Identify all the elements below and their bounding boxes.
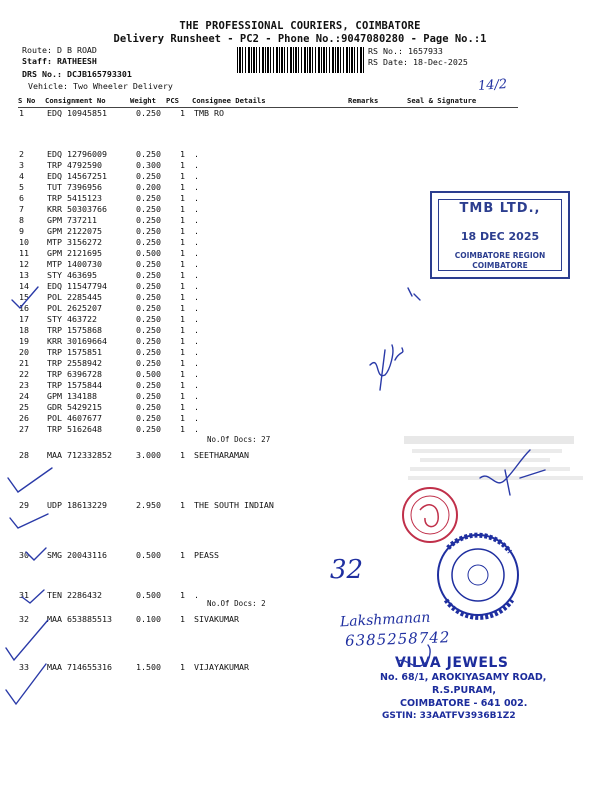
row-pcs: 1 xyxy=(180,270,185,280)
row-weight: 0.300 xyxy=(136,160,161,170)
row-weight: 0.250 xyxy=(136,259,161,269)
row-pcs: 1 xyxy=(180,292,185,302)
row-consignee: . xyxy=(194,413,199,423)
row-consignee: . xyxy=(194,369,199,379)
row-consignment: TRP 6396728 xyxy=(47,369,102,379)
checkmark-icon xyxy=(22,590,44,603)
row-consignment: MTP 3156272 xyxy=(47,237,102,247)
row-consignment: UDP 18613229 xyxy=(47,500,107,510)
col-pcs: PCS xyxy=(166,96,179,105)
col-remarks: Remarks xyxy=(348,96,379,105)
tmb-stamp-date: 18 DEC 2025 xyxy=(460,230,540,243)
vilva-line2: R.S.PURAM, xyxy=(432,685,496,696)
row-consignment: KRR 30169664 xyxy=(47,336,107,346)
row-sno: 23 xyxy=(19,380,29,390)
row-pcs: 1 xyxy=(180,550,185,560)
company-title: THE PROFESSIONAL COURIERS, COIMBATORE xyxy=(179,20,421,32)
row-weight: 0.250 xyxy=(136,314,161,324)
row-pcs: 1 xyxy=(180,325,185,335)
row-sno: 19 xyxy=(19,336,29,346)
row-consignee: . xyxy=(194,259,199,269)
red-seal xyxy=(403,488,457,542)
row-consignee: . xyxy=(194,160,199,170)
route: Route: D B ROAD xyxy=(22,45,97,55)
row-consignee: . xyxy=(194,325,199,335)
row-consignee: . xyxy=(194,314,199,324)
checkmark-icon xyxy=(12,287,38,308)
row-consignee: . xyxy=(194,336,199,346)
checkmark-icon xyxy=(26,548,46,560)
row-sno: 7 xyxy=(19,204,24,214)
row-pcs: 1 xyxy=(180,662,185,672)
row-consignee: . xyxy=(194,402,199,412)
row-sno: 6 xyxy=(19,193,24,203)
row-consignment: SMG 20043116 xyxy=(47,550,107,560)
row-consignee: . xyxy=(194,171,199,181)
row-weight: 0.250 xyxy=(136,215,161,225)
row-pcs: 1 xyxy=(180,358,185,368)
row-consignment: MAA 714655316 xyxy=(47,662,112,672)
row-sno: 32 xyxy=(19,614,29,624)
tmb-stamp-region: COIMBATORE REGION xyxy=(454,251,546,260)
row-consignment: POL 2625207 xyxy=(47,303,102,313)
row-sno: 28 xyxy=(19,450,29,460)
handwritten-count: 14/2 xyxy=(477,76,508,95)
row-consignee: . xyxy=(194,215,199,225)
row-consignee: PEASS xyxy=(194,550,219,560)
row-consignment: STY 463722 xyxy=(47,314,97,324)
row-pcs: 1 xyxy=(180,424,185,434)
row-sno: 26 xyxy=(19,413,29,423)
row-sno: 8 xyxy=(19,215,24,225)
col-weight: Weight xyxy=(130,96,156,105)
row-weight: 2.950 xyxy=(136,500,161,510)
runsheet-title: Delivery Runsheet - PC2 - Phone No.:9047080280 - Page No.:1 xyxy=(113,33,487,45)
row-sno: 4 xyxy=(19,171,24,181)
row-sno: 13 xyxy=(19,270,29,280)
row-sno: 1 xyxy=(19,108,24,118)
docs-count-27: No.Of Docs: 27 xyxy=(207,435,271,444)
row-consignee: . xyxy=(194,424,199,434)
row-weight: 0.250 xyxy=(136,171,161,181)
row-weight: 0.250 xyxy=(136,336,161,346)
row-consignment: TUT 7396956 xyxy=(47,182,102,192)
row-weight: 0.250 xyxy=(136,402,161,412)
row-consignment: EDQ 14567251 xyxy=(47,171,107,181)
row-consignee: . xyxy=(194,590,199,600)
row-pcs: 1 xyxy=(180,248,185,258)
row-consignee: . xyxy=(194,270,199,280)
row-sno: 17 xyxy=(19,314,29,324)
row-consignee: SEETHARAMAN xyxy=(194,450,249,460)
row-sno: 14 xyxy=(19,281,29,291)
col-seal: Seal & Signature xyxy=(407,96,477,105)
row-pcs: 1 xyxy=(180,413,185,423)
row-pcs: 1 xyxy=(180,171,185,181)
row-consignment: TRP 5415123 xyxy=(47,193,102,203)
row-consignment: POL 2285445 xyxy=(47,292,102,302)
row-sno: 3 xyxy=(19,160,24,170)
row-consignment: MAA 653885513 xyxy=(47,614,112,624)
row-pcs: 1 xyxy=(180,215,185,225)
row-weight: 0.250 xyxy=(136,270,161,280)
handwritten-32: 32 xyxy=(330,555,364,585)
row-consignment: TRP 1575868 xyxy=(47,325,102,335)
vilva-line1: No. 68/1, AROKIYASAMY ROAD, xyxy=(380,672,547,683)
row-sno: 11 xyxy=(19,248,29,258)
row-consignment: POL 4607677 xyxy=(47,413,102,423)
row-pcs: 1 xyxy=(180,450,185,460)
row-weight: 0.500 xyxy=(136,369,161,379)
row-weight: 0.250 xyxy=(136,413,161,423)
col-consignee: Consignee Details xyxy=(192,96,266,105)
row-consignee: TMB RO xyxy=(194,108,224,118)
checkmark-icon xyxy=(8,468,52,492)
row-consignee: . xyxy=(194,149,199,159)
docs-count-2: No.Of Docs: 2 xyxy=(207,599,266,608)
tmb-stamp-city: COIMBATORE xyxy=(472,261,528,270)
row-consignment: EDQ 10945851 xyxy=(47,108,107,118)
row-pcs: 1 xyxy=(180,108,185,118)
row-sno: 31 xyxy=(19,590,29,600)
row-pcs: 1 xyxy=(180,347,185,357)
row-pcs: 1 xyxy=(180,369,185,379)
row-consignee: . xyxy=(194,292,199,302)
row-consignee: SIVAKUMAR xyxy=(194,614,239,624)
row-consignee: . xyxy=(194,303,199,313)
row-consignment: GPM 2121695 xyxy=(47,248,102,258)
row-weight: 0.250 xyxy=(136,424,161,434)
signature-2 xyxy=(480,450,545,495)
row-consignee: . xyxy=(194,226,199,236)
peass-seal xyxy=(438,535,518,617)
row-weight: 0.200 xyxy=(136,182,161,192)
row-consignment: STY 463695 xyxy=(47,270,97,280)
signature-3 xyxy=(408,288,420,300)
row-pcs: 1 xyxy=(180,314,185,324)
row-consignee: . xyxy=(194,347,199,357)
rs-date: RS Date: 18-Dec-2025 xyxy=(368,57,468,67)
row-weight: 0.250 xyxy=(136,237,161,247)
row-weight: 0.250 xyxy=(136,292,161,302)
row-consignee: . xyxy=(194,281,199,291)
row-consignment: GPM 2122075 xyxy=(47,226,102,236)
checkmark-icon xyxy=(6,664,46,704)
row-weight: 0.250 xyxy=(136,204,161,214)
row-sno: 9 xyxy=(19,226,24,236)
row-pcs: 1 xyxy=(180,259,185,269)
row-sno: 20 xyxy=(19,347,29,357)
row-pcs: 1 xyxy=(180,336,185,346)
row-sno: 15 xyxy=(19,292,29,302)
row-pcs: 1 xyxy=(180,402,185,412)
row-pcs: 1 xyxy=(180,193,185,203)
row-pcs: 1 xyxy=(180,391,185,401)
row-sno: 12 xyxy=(19,259,29,269)
row-consignee: VIJAYAKUMAR xyxy=(194,662,249,672)
row-weight: 1.500 xyxy=(136,662,161,672)
row-weight: 3.000 xyxy=(136,450,161,460)
row-weight: 0.250 xyxy=(136,226,161,236)
row-weight: 0.250 xyxy=(136,358,161,368)
row-consignee: THE SOUTH INDIAN xyxy=(194,500,274,510)
row-consignment: EDQ 11547794 xyxy=(47,281,107,291)
row-weight: 0.250 xyxy=(136,303,161,313)
row-sno: 27 xyxy=(19,424,29,434)
row-weight: 0.250 xyxy=(136,281,161,291)
vilva-line3: COIMBATORE - 641 002. xyxy=(400,698,528,709)
row-consignee: . xyxy=(194,358,199,368)
checkmark-icon xyxy=(10,514,48,528)
row-pcs: 1 xyxy=(180,500,185,510)
col-sno: S No xyxy=(18,96,36,105)
row-pcs: 1 xyxy=(180,204,185,214)
row-weight: 0.500 xyxy=(136,550,161,560)
handwritten-name: Lakshmanan xyxy=(339,609,431,631)
row-consignee: . xyxy=(194,380,199,390)
row-consignment: KRR 50303766 xyxy=(47,204,107,214)
row-weight: 0.250 xyxy=(136,347,161,357)
vehicle: Vehicle: Two Wheeler Delivery xyxy=(28,81,173,91)
row-pcs: 1 xyxy=(180,380,185,390)
tmb-stamp-name: TMB LTD., xyxy=(459,201,541,216)
row-consignment: TRP 2558942 xyxy=(47,358,102,368)
rs-number: RS No.: 1657933 xyxy=(368,46,443,56)
vilva-name: VILVA JEWELS xyxy=(395,655,509,671)
row-sno: 29 xyxy=(19,500,29,510)
row-consignment: GPM 134188 xyxy=(47,391,97,401)
row-sno: 5 xyxy=(19,182,24,192)
row-pcs: 1 xyxy=(180,590,185,600)
drs-number: DRS No.: DCJB165793301 xyxy=(22,69,132,79)
signature-1 xyxy=(370,345,403,390)
vilva-line4: GSTIN: 33AATFV3936B1Z2 xyxy=(382,711,516,721)
row-weight: 0.500 xyxy=(136,248,161,258)
row-sno: 33 xyxy=(19,662,29,672)
row-consignment: TRP 4792590 xyxy=(47,160,102,170)
row-consignment: MAA 712332852 xyxy=(47,450,112,460)
row-sno: 10 xyxy=(19,237,29,247)
row-consignment: TRP 1575844 xyxy=(47,380,102,390)
row-consignment: MTP 1400730 xyxy=(47,259,102,269)
row-pcs: 1 xyxy=(180,182,185,192)
row-consignment: TEN 2286432 xyxy=(47,590,102,600)
row-pcs: 1 xyxy=(180,226,185,236)
row-weight: 0.250 xyxy=(136,193,161,203)
row-pcs: 1 xyxy=(180,281,185,291)
row-pcs: 1 xyxy=(180,160,185,170)
row-sno: 22 xyxy=(19,369,29,379)
row-weight: 0.100 xyxy=(136,614,161,624)
staff: Staff: RATHEESH xyxy=(22,56,97,66)
row-sno: 2 xyxy=(19,149,24,159)
row-pcs: 1 xyxy=(180,303,185,313)
row-pcs: 1 xyxy=(180,149,185,159)
row-weight: 0.500 xyxy=(136,590,161,600)
row-sno: 24 xyxy=(19,391,29,401)
row-pcs: 1 xyxy=(180,614,185,624)
row-consignment: GPM 737211 xyxy=(47,215,97,225)
row-weight: 0.250 xyxy=(136,108,161,118)
signature-4 xyxy=(398,645,430,666)
row-consignment: GDR 5429215 xyxy=(47,402,102,412)
row-consignment: EDQ 12796009 xyxy=(47,149,107,159)
row-sno: 16 xyxy=(19,303,29,313)
handwritten-phone: 6385258742 xyxy=(344,628,451,650)
row-consignee: . xyxy=(194,193,199,203)
row-sno: 21 xyxy=(19,358,29,368)
row-weight: 0.250 xyxy=(136,149,161,159)
row-consignee: . xyxy=(194,248,199,258)
row-weight: 0.250 xyxy=(136,391,161,401)
col-consignment: Consignment No xyxy=(45,96,106,105)
row-consignee: . xyxy=(194,237,199,247)
row-pcs: 1 xyxy=(180,237,185,247)
row-consignee: . xyxy=(194,182,199,192)
row-sno: 30 xyxy=(19,550,29,560)
row-consignment: TRP 1575851 xyxy=(47,347,102,357)
row-sno: 25 xyxy=(19,402,29,412)
row-consignee: . xyxy=(194,391,199,401)
row-sno: 18 xyxy=(19,325,29,335)
row-consignee: . xyxy=(194,204,199,214)
row-weight: 0.250 xyxy=(136,380,161,390)
row-weight: 0.250 xyxy=(136,325,161,335)
checkmark-icon xyxy=(6,620,48,660)
row-consignment: TRP 5162648 xyxy=(47,424,102,434)
